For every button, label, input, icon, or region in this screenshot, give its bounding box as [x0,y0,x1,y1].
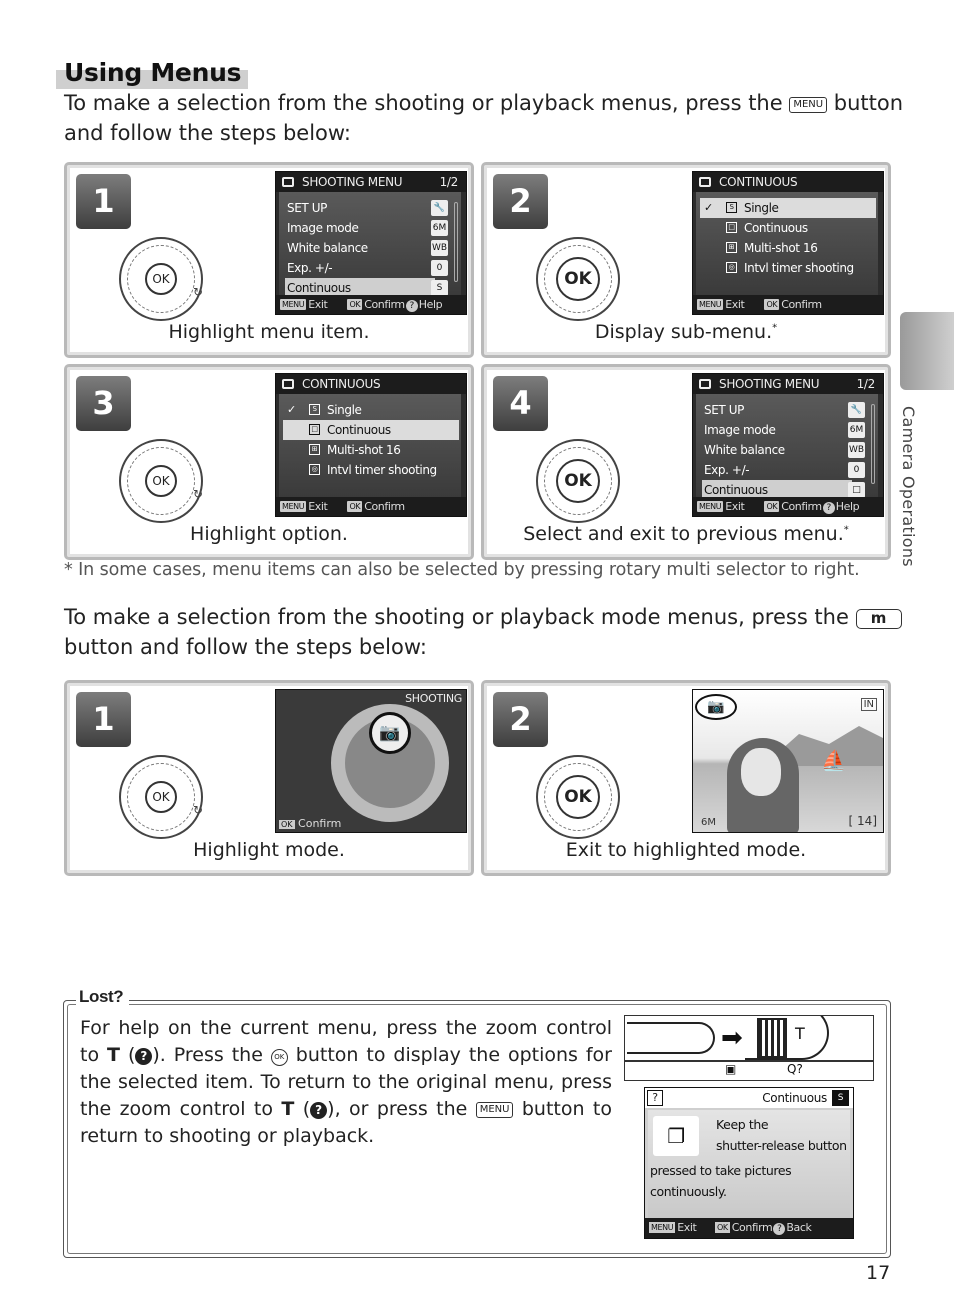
screen-header [693,172,883,192]
lost-text-1: For help on the current menu, press the zoom control to [80,1017,612,1066]
footer-confirm: Confirm [731,1221,773,1234]
sub-menu-list [700,198,876,278]
ok-button-icon: OK [271,1049,288,1066]
screen-footer [693,497,883,516]
ok-button-icon: OK [556,257,600,301]
lost-text-2: . Press the [159,1044,263,1066]
ok-button-icon: OK [145,465,177,497]
wrench-icon: 🔧 [431,200,448,216]
image-mode-indicator: 6M [701,817,716,828]
page-indicator: 1/2 [439,175,458,189]
rotary-selector-icon [536,237,620,321]
zoom-control-figure [624,1015,874,1081]
step-caption [484,321,888,343]
footer-help: Help [418,298,443,311]
menu-list [702,400,852,500]
screen-footer [276,497,466,516]
intro-paragraph-1 [64,88,904,148]
lost-title: Lost? [76,987,129,1007]
page-title-wrap [56,58,241,87]
footer-help: Help [835,500,860,513]
exposure-icon: 0 [431,260,448,276]
screen-header [693,374,883,394]
step-caption [67,839,471,861]
caption-text: Highlight mode. [193,839,345,861]
image-mode-icon: 6M [431,220,448,236]
sub-menu-screen [275,373,467,517]
caption-text: Highlight option. [190,523,348,545]
continuous-icon: ❐ [653,1116,699,1156]
step-number: 2 [493,692,548,747]
footer-exit: Exit [677,1221,697,1234]
menu-button-glyph: MENU [789,97,827,113]
footnote-mark: * [843,524,849,536]
option-label: Single [327,403,362,417]
footnote-mark: * [772,322,778,334]
mode-footer [279,817,341,830]
lost-text-5: button to return to shooting or playback. [80,1098,612,1147]
ok-button-icon: OK [556,775,600,819]
step-number: 3 [76,376,131,431]
multishot-icon: ⊞ [309,444,320,455]
option-item [283,460,459,480]
screen-header [276,172,466,192]
menu-tag: MENU [282,502,305,511]
camera-icon: 📷 [695,694,737,720]
ok-button-icon: OK [145,781,177,813]
exposure-icon: 0 [848,462,865,478]
step-panel-b1 [64,680,474,876]
continuous-icon [282,379,294,389]
help-body [648,1110,850,1218]
footer-exit: Exit [308,500,328,513]
page-indicator: 1/2 [856,377,875,391]
continuous-icon [699,177,711,187]
rotary-selector-icon [536,755,620,839]
step-number: 2 [493,174,548,229]
option-item [283,440,459,460]
help-line: shutter-release button [716,1138,847,1153]
multishot-icon: ⊞ [726,242,737,253]
lost-text-4: , or press the [334,1098,468,1120]
footer-exit: Exit [308,298,328,311]
help-line: continuously. [650,1184,727,1199]
face [741,748,781,796]
sub-menu-list [283,400,459,480]
screen-body [696,394,878,498]
option-item-selected [700,198,876,218]
option-item-selected [283,420,459,440]
shooting-menu-screen [692,373,884,517]
intro1-before: To make a selection from the shooting or playback menus, press the [64,91,783,115]
footer-exit: Exit [725,500,745,513]
screen-title: CONTINUOUS [302,377,381,391]
mode-button-glyph: m [856,609,902,629]
footnote: * In some cases, menu items can also be selected by pressing rotary multi selector to right. [64,560,860,580]
step-panel-a2 [481,162,891,358]
section-tab [900,312,954,390]
ok-tag: OK [766,502,778,511]
camera-mode-icon [282,177,294,187]
timer-icon: ◎ [726,262,737,273]
option-label: Continuous [327,423,391,437]
camera-icon: 📷 [369,712,411,754]
help-header [645,1088,853,1108]
white-balance-icon: WB [848,442,865,458]
menu-item: SET UP [287,201,327,215]
menu-item-selected: Continuous [702,480,852,500]
image-mode-icon: 6M [848,422,865,438]
caption-text: Select and exit to previous menu. [523,523,844,545]
option-label: Multi-shot 16 [744,241,818,255]
menu-tag: MENU [699,502,722,511]
ok-tag: OK [766,300,778,309]
help-footer [645,1218,853,1238]
footer-confirm: Confirm [781,298,822,311]
help-icon: ? [310,1102,327,1119]
camera-top-edge [625,1060,873,1062]
t-label: T [107,1044,120,1066]
intro1-after: button and follow the steps below: [64,91,904,145]
setting-icons [431,200,449,300]
option-label: Intvl timer shooting [744,261,854,275]
continuous-icon: □ [309,424,320,435]
screen-body [696,192,878,296]
check-icon: ✓ [704,201,713,214]
menu-item-selected: Continuous [285,278,435,298]
ok-button-icon: OK [145,263,177,295]
thumbnail-icon: ▣ [725,1062,737,1076]
zoom-help-icon: Q? [787,1062,803,1076]
menu-button-glyph: MENU [476,1102,514,1118]
ok-tag: OK [281,820,293,829]
step-number: 1 [76,692,131,747]
rotate-arrow-icon: ↻ [192,285,203,299]
help-icon: ? [647,1090,663,1106]
screen-title: CONTINUOUS [719,175,798,189]
zoom-switch [757,1018,787,1058]
step-number: 1 [76,174,131,229]
shooting-menu-screen [275,171,467,315]
option-item [700,258,876,278]
step-panel-a3 [64,364,474,560]
screen-footer [276,295,466,314]
option-item [700,238,876,258]
rotate-arrow-icon: ↻ [192,803,203,817]
memory-icon: IN [861,698,877,711]
rotary-selector-icon [119,237,203,321]
help-icon: ? [773,1223,785,1235]
footer-confirm: Confirm [298,817,342,830]
single-icon: S [832,1090,849,1106]
check-icon: ✓ [287,403,296,416]
option-label: Continuous [744,221,808,235]
single-icon: S [309,404,320,415]
screen-header [276,374,466,394]
camera-body-outline [627,1022,715,1054]
lost-box [63,987,891,1258]
ok-button-icon: OK [556,459,600,503]
intro2-after: button and follow the steps below: [64,635,427,659]
footer-exit: Exit [725,298,745,311]
step-number: 4 [493,376,548,431]
page-number: 17 [866,1262,891,1284]
footer-confirm: Confirm [781,500,822,513]
footer-back: Back [786,1221,812,1234]
mode-header: SHOOTING [405,692,462,705]
menu-item: White balance [704,443,785,457]
sub-menu-screen [692,171,884,315]
single-icon: S [431,280,448,296]
rotary-selector-icon [536,439,620,523]
rotary-selector-icon [119,755,203,839]
white-balance-icon: WB [431,240,448,256]
menu-item: White balance [287,241,368,255]
timer-icon: ◎ [309,464,320,475]
step-caption [67,523,471,545]
arrow-right-icon: ➡ [721,1023,743,1053]
help-icon: ? [823,502,835,514]
shooting-preview-screen [692,689,884,833]
screen-body [279,192,461,296]
caption-text: Exit to highlighted mode. [565,839,807,861]
caption-text: Highlight menu item. [168,321,370,343]
t-label: T [281,1098,295,1120]
lost-text-3: button to display the options for the selected item. To return to the original menu, press the zoom control to [80,1044,612,1120]
section-label-text: Camera Operations [899,406,918,567]
screen-title: SHOOTING MENU [719,377,820,391]
help-icon: ? [135,1048,152,1065]
lost-text: For help on the current menu, press the zoom control to T ( ? ). Press the OK button to display the options for the selected item. To return to the original menu, press the zoom control to T ( ? ), or press the MENU button to return to shooting or playback. [80,1017,612,1147]
continuous-icon: □ [726,222,737,233]
setting-icons [848,402,866,502]
section-label [871,406,918,680]
step-panel-a4 [481,364,891,560]
option-item [700,218,876,238]
menu-item: SET UP [704,403,744,417]
step-caption [67,321,471,343]
menu-tag: MENU [282,300,305,309]
screen-body [279,394,461,498]
ok-tag: OK [717,1223,728,1232]
menu-list [285,198,435,298]
exposure-count: [ 14] [848,814,877,828]
mode-menu-screen [275,689,467,833]
help-line: Keep the [716,1117,769,1132]
menu-item: Exp. +/- [287,261,333,275]
menu-tag: MENU [699,300,722,309]
help-screen [644,1087,854,1239]
intro-paragraph-2 [64,602,904,662]
menu-item: Exp. +/- [704,463,750,477]
option-label: Intvl timer shooting [327,463,437,477]
step-panel-a1 [64,162,474,358]
intro2-before: To make a selection from the shooting or playback mode menus, press the [64,605,849,629]
footer-confirm: Confirm [364,298,405,311]
option-label: Multi-shot 16 [327,443,401,457]
caption-text: Display sub-menu. [594,321,773,343]
screen-footer [693,295,883,314]
menu-item: Image mode [704,423,776,437]
page-title: Using Menus [64,58,242,87]
zoom-t-label: T [795,1024,805,1043]
scrollbar [454,202,458,282]
rotate-arrow-icon: ↻ [192,487,203,501]
ok-tag: OK [349,502,361,511]
screen-title: SHOOTING MENU [302,175,403,189]
option-label: Single [744,201,779,215]
scrollbar [871,404,875,484]
sailboat-icon: ⛵ [821,748,846,772]
option-item [283,400,459,420]
rotary-selector-icon [119,439,203,523]
menu-item: Image mode [287,221,359,235]
step-caption [484,839,888,861]
wrench-icon: 🔧 [848,402,865,418]
step-panel-b2 [481,680,891,876]
footer-confirm: Confirm [364,500,405,513]
continuous-icon: □ [848,482,865,498]
help-line: pressed to take pictures [650,1163,792,1178]
step-caption [484,523,888,545]
help-icon: ? [406,300,418,312]
menu-tag: MENU [651,1223,674,1232]
camera-mode-icon [699,379,711,389]
single-icon: S [726,202,737,213]
help-title: Continuous [762,1091,827,1105]
ok-tag: OK [349,300,361,309]
